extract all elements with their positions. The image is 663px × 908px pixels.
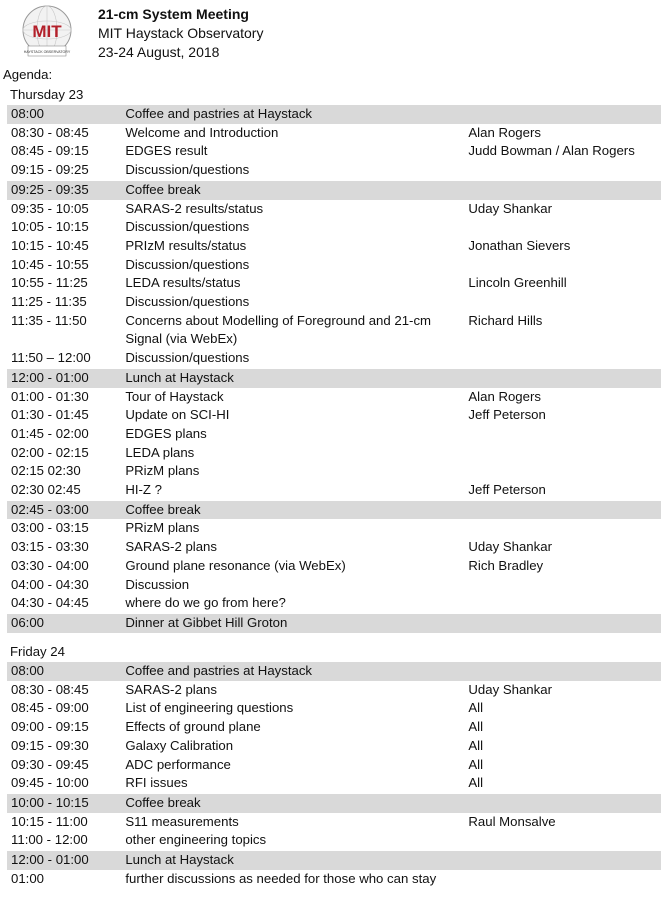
- schedule-row: [7, 662, 661, 681]
- session-time: 03:30 - 04:00: [11, 557, 89, 573]
- session-time: 04:30 - 04:45: [11, 595, 89, 611]
- session-time: 09:35 - 10:05: [11, 200, 89, 216]
- schedule-table-friday: [7, 661, 661, 888]
- meeting-dates: 23-24 August, 2018: [98, 44, 220, 60]
- session-time: 08:30 - 08:45: [11, 124, 89, 140]
- schedule-row: [7, 368, 661, 387]
- session-title: RFI issues: [125, 775, 188, 791]
- session-speaker: Jeff Peterson: [468, 482, 546, 498]
- session-speaker: [464, 256, 661, 275]
- session-speaker: All: [468, 737, 484, 753]
- session-time: 09:15 - 09:30: [11, 737, 89, 753]
- session-speaker: [464, 831, 661, 850]
- schedule-row: [7, 699, 661, 718]
- session-title: Ground plane resonance (via WebEx): [125, 557, 346, 573]
- schedule-row: [7, 813, 661, 832]
- session-time: 09:45 - 10:00: [11, 775, 89, 791]
- schedule-row: [7, 462, 661, 481]
- session-time: 09:15 - 09:25: [11, 162, 89, 178]
- schedule-row: [7, 388, 661, 407]
- session-time: 01:30 - 01:45: [11, 407, 89, 423]
- session-time: 11:00 - 12:00: [11, 832, 88, 848]
- session-speaker: [464, 105, 661, 124]
- session-title: Discussion/questions: [125, 256, 250, 272]
- session-title: Discussion/questions: [125, 294, 250, 310]
- schedule-row: [7, 500, 661, 519]
- session-title: where do we go from here?: [125, 595, 286, 611]
- schedule-row: [7, 406, 661, 425]
- session-time: 10:15 - 10:45: [11, 237, 89, 253]
- agenda-label: Agenda:: [3, 67, 53, 82]
- session-time: 11:50 – 12:00: [11, 350, 91, 366]
- schedule-row: [7, 576, 661, 595]
- session-speaker: [464, 870, 661, 889]
- session-speaker: Raul Monsalve: [468, 813, 556, 829]
- day-heading-thursday: Thursday 23: [10, 87, 84, 102]
- session-title: SARAS-2 plans: [125, 539, 217, 555]
- document-header: [0, 0, 663, 66]
- session-speaker: [464, 349, 661, 368]
- session-title: Concerns about Modelling of Foreground and 21-cm Signal (via WebEx): [125, 312, 432, 347]
- schedule-row: [7, 538, 661, 557]
- session-speaker: [464, 519, 661, 538]
- schedule-row: [7, 425, 661, 444]
- session-time: 08:00: [7, 662, 121, 681]
- session-time: 10:05 - 10:15: [11, 219, 89, 235]
- session-speaker: All: [468, 756, 484, 772]
- schedule-row: [7, 519, 661, 538]
- session-title: PRizM plans: [125, 520, 200, 536]
- session-time: 12:00 - 01:00: [7, 368, 121, 387]
- session-speaker: [464, 613, 661, 632]
- session-speaker: All: [468, 700, 484, 716]
- schedule-row: [7, 737, 661, 756]
- schedule-row: [7, 557, 661, 576]
- schedule-row: [7, 481, 661, 500]
- session-title: SARAS-2 results/status: [125, 200, 264, 216]
- session-title: HI-Z ?: [125, 482, 162, 498]
- session-title: Coffee break: [121, 180, 464, 199]
- schedule-row: [7, 200, 661, 219]
- session-speaker: [464, 293, 661, 312]
- schedule-row: [7, 681, 661, 700]
- session-speaker: All: [468, 775, 484, 791]
- schedule-row: [7, 237, 661, 256]
- session-time: 06:00: [7, 613, 121, 632]
- session-title: Galaxy Calibration: [125, 737, 234, 753]
- session-speaker: [464, 180, 661, 199]
- schedule-row: [7, 312, 661, 349]
- mit-haystack-logo: [22, 4, 72, 62]
- session-title: ADC performance: [125, 756, 231, 772]
- session-title: Discussion/questions: [125, 162, 250, 178]
- session-speaker: [464, 425, 661, 444]
- session-time: 01:45 - 02:00: [11, 425, 89, 441]
- schedule-row: [7, 124, 661, 143]
- schedule-row: [7, 793, 661, 812]
- session-time: 11:25 - 11:35: [11, 294, 87, 310]
- session-title: further discussions as needed for those who can stay: [125, 870, 437, 886]
- schedule-row: [7, 142, 661, 161]
- session-speaker: Rich Bradley: [468, 557, 544, 573]
- session-time: 01:00: [11, 870, 45, 886]
- schedule-row: [7, 180, 661, 199]
- session-title: Lunch at Haystack: [121, 368, 464, 387]
- schedule-row: [7, 613, 661, 632]
- session-time: 09:25 - 09:35: [7, 180, 121, 199]
- session-speaker: Uday Shankar: [468, 539, 552, 555]
- session-time: 10:55 - 11:25: [11, 275, 88, 291]
- session-time: 10:45 - 10:55: [11, 256, 89, 272]
- session-time: 02:15 02:30: [11, 463, 81, 479]
- session-title: Update on SCI-HI: [125, 407, 230, 423]
- session-speaker: Alan Rogers: [468, 388, 541, 404]
- session-speaker: [464, 793, 661, 812]
- schedule-row: [7, 594, 661, 613]
- session-title: List of engineering questions: [125, 700, 294, 716]
- session-time: 08:30 - 08:45: [11, 681, 89, 697]
- schedule-row: [7, 218, 661, 237]
- logo-text: MIT: [32, 22, 62, 41]
- session-speaker: Richard Hills: [468, 312, 543, 328]
- session-title: Coffee break: [121, 793, 464, 812]
- session-time: 08:45 - 09:15: [11, 143, 89, 159]
- session-title: LEDA results/status: [125, 275, 241, 291]
- schedule-row: [7, 718, 661, 737]
- schedule-table-thursday: [7, 104, 661, 633]
- session-title: Discussion/questions: [125, 219, 250, 235]
- session-time: 12:00 - 01:00: [7, 851, 121, 870]
- session-time: 02:00 - 02:15: [11, 444, 89, 460]
- schedule-row: [7, 349, 661, 368]
- session-title: EDGES plans: [125, 425, 207, 441]
- session-speaker: Alan Rogers: [468, 124, 541, 140]
- schedule-row: [7, 256, 661, 275]
- organization: MIT Haystack Observatory: [98, 25, 264, 41]
- schedule-row: [7, 774, 661, 793]
- schedule-row: [7, 444, 661, 463]
- session-speaker: Uday Shankar: [468, 681, 552, 697]
- session-title: EDGES result: [125, 143, 208, 159]
- schedule-row: [7, 161, 661, 180]
- meeting-title: 21-cm System Meeting: [98, 6, 249, 22]
- session-title: SARAS-2 plans: [125, 681, 217, 697]
- session-speaker: Lincoln Greenhill: [468, 275, 567, 291]
- session-title: Effects of ground plane: [125, 719, 261, 735]
- session-title: other engineering topics: [125, 832, 267, 848]
- session-time: 08:45 - 09:00: [11, 700, 89, 716]
- session-time: 03:00 - 03:15: [11, 520, 89, 536]
- session-title: Welcome and Introduction: [125, 124, 279, 140]
- session-title: PRizM plans: [125, 463, 200, 479]
- session-speaker: Judd Bowman / Alan Rogers: [468, 143, 635, 159]
- session-speaker: [464, 851, 661, 870]
- session-speaker: [464, 161, 661, 180]
- session-title: Discussion/questions: [125, 350, 250, 366]
- session-title: PRIzM results/status: [125, 237, 247, 253]
- session-time: 01:00 - 01:30: [11, 388, 89, 404]
- session-time: 08:00: [7, 105, 121, 124]
- session-speaker: [464, 462, 661, 481]
- session-time: 03:15 - 03:30: [11, 539, 89, 555]
- session-time: 09:30 - 09:45: [11, 756, 89, 772]
- session-title: Tour of Haystack: [125, 388, 224, 404]
- session-title: Dinner at Gibbet Hill Groton: [121, 613, 464, 632]
- session-time: 10:15 - 11:00: [11, 813, 88, 829]
- session-speaker: [464, 594, 661, 613]
- session-title: S11 measurements: [125, 813, 239, 829]
- schedule-row: [7, 831, 661, 850]
- session-time: 02:30 02:45: [11, 482, 81, 498]
- logo-subtext: HAYSTACK OBSERVATORY: [23, 50, 71, 54]
- schedule-row: [7, 293, 661, 312]
- session-title: Coffee and pastries at Haystack: [121, 662, 464, 681]
- day-heading-friday: Friday 24: [10, 644, 65, 659]
- session-speaker: [464, 444, 661, 463]
- session-speaker: Uday Shankar: [468, 200, 552, 216]
- session-time: 09:00 - 09:15: [11, 719, 89, 735]
- session-speaker: [464, 662, 661, 681]
- session-speaker: [464, 218, 661, 237]
- session-time: 11:35 - 11:50: [11, 312, 87, 328]
- schedule-row: [7, 105, 661, 124]
- schedule-row: [7, 851, 661, 870]
- schedule-row: [7, 756, 661, 775]
- session-speaker: Jonathan Sievers: [468, 237, 571, 253]
- session-speaker: [464, 576, 661, 595]
- session-title: Coffee and pastries at Haystack: [121, 105, 464, 124]
- session-speaker: Jeff Peterson: [468, 407, 546, 423]
- session-title: Discussion: [125, 576, 190, 592]
- schedule-row: [7, 274, 661, 293]
- session-speaker: [464, 500, 661, 519]
- session-title: Coffee break: [121, 500, 464, 519]
- session-title: Lunch at Haystack: [121, 851, 464, 870]
- session-time: 10:00 - 10:15: [7, 793, 121, 812]
- session-time: 02:45 - 03:00: [7, 500, 121, 519]
- session-time: 04:00 - 04:30: [11, 576, 89, 592]
- session-speaker: [464, 368, 661, 387]
- schedule-row: [7, 870, 661, 889]
- session-title: LEDA plans: [125, 444, 195, 460]
- session-speaker: All: [468, 719, 484, 735]
